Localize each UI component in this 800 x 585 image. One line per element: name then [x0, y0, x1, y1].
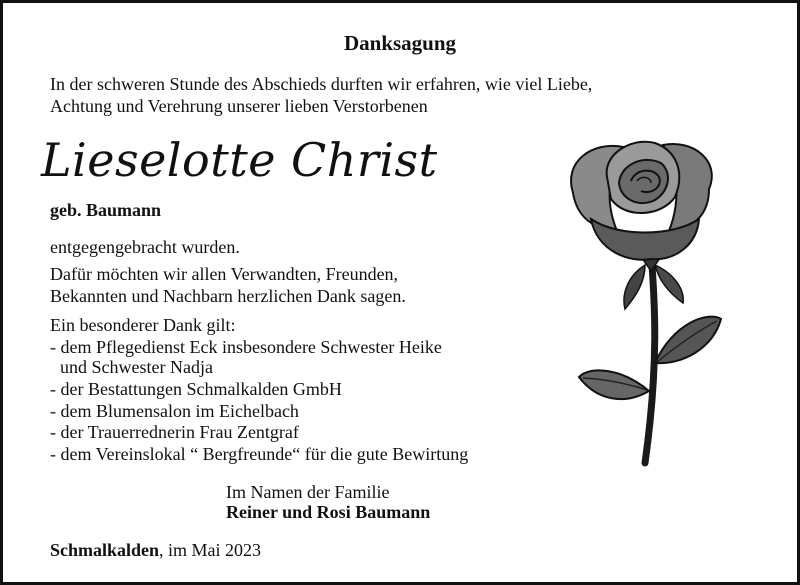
special-thanks-item: - der Bestattungen Schmalkalden GmbH — [50, 379, 342, 399]
footer-date: , im Mai 2023 — [159, 540, 262, 560]
notice-title: Danksagung — [343, 31, 457, 55]
deceased-name: Lieselotte Christ — [41, 133, 438, 187]
special-thanks-item: - dem Vereinslokal “ Bergfreunde“ für die gute Bewirtung — [50, 444, 469, 464]
special-thanks-item: - dem Blumensalon im Eichelbach — [50, 401, 299, 421]
thanks-line-1: Dafür möchten wir allen Verwandten, Freunden, — [50, 264, 399, 284]
received-line: entgegengebracht wurden. — [50, 237, 240, 257]
birth-name: geb. Baumann — [50, 200, 162, 220]
thanks-line-2: Bekannten und Nachbarn herzlichen Dank sagen. — [50, 286, 406, 306]
special-thanks-item: - der Trauerrednerin Frau Zentgraf — [50, 422, 299, 442]
signature-names: Reiner und Rosi Baumann — [226, 502, 431, 522]
rose-icon — [533, 133, 743, 473]
intro-line-1: In der schweren Stunde des Abschieds durften wir erfahren, wie viel Liebe, — [50, 74, 593, 94]
footer-place: Schmalkalden — [50, 540, 160, 560]
footer-place-date — [50, 539, 261, 561]
special-thanks-item: und Schwester Nadja — [60, 357, 213, 377]
special-thanks-item: - dem Pflegedienst Eck insbesondere Schwester Heike — [50, 337, 442, 357]
intro-line-2: Achtung und Verehrung unserer lieben Verstorbenen — [50, 96, 428, 116]
signature-line-1: Im Namen der Familie — [226, 482, 390, 502]
special-thanks-heading: Ein besonderer Dank gilt: — [50, 315, 236, 335]
